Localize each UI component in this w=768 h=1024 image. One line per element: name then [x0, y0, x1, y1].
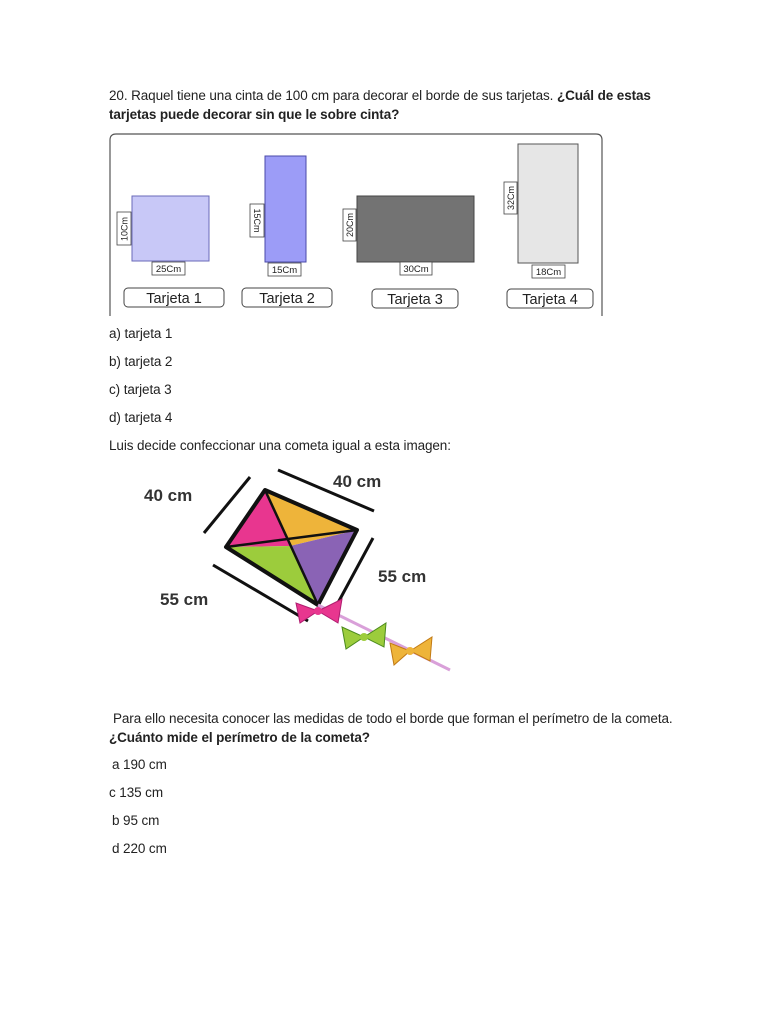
kite-figure: [128, 465, 458, 675]
option-kite-d[interactable]: d 220 cm: [112, 841, 167, 856]
kite-question-bold: ¿Cuánto mide el perímetro de la cometa?: [109, 730, 370, 745]
card-3-width-label: 30Cm: [403, 264, 429, 275]
option-20-d[interactable]: d) tarjeta 4: [109, 410, 173, 425]
card-3-name: Tarjeta 3: [387, 292, 443, 308]
kite-label-bottom-right: 55 cm: [378, 567, 427, 586]
card-2-width-label: 15Cm: [271, 265, 298, 276]
card-3-rect: [357, 196, 474, 262]
question-20-bold-2: tarjetas puede decorar sin que le sobre cinta?: [109, 107, 400, 122]
option-kite-a[interactable]: a 190 cm: [112, 757, 167, 772]
card-4-rect: [518, 144, 578, 263]
card-4-name: Tarjeta 4: [522, 292, 578, 308]
question-20-prefix: 20. Raquel tiene una cinta de 100 cm para decorar el borde de sus tarjetas.: [109, 88, 554, 103]
card-3-height-label: 20Cm: [345, 212, 355, 238]
cards-figure: [108, 132, 604, 316]
card-4-height-label: 32Cm: [506, 185, 516, 211]
card-1-width-label: 25Cm: [155, 264, 182, 275]
option-20-c[interactable]: c) tarjeta 3: [109, 382, 172, 397]
card-2-name: Tarjeta 2: [259, 291, 315, 307]
kite-bow-orange: [390, 637, 432, 665]
question-20-bold-1: ¿Cuál de estas: [556, 88, 651, 103]
card-1-rect: [132, 196, 209, 261]
kite-question-text: Para ello necesita conocer las medidas de todo el borde que forman el perímetro de la cometa.: [113, 711, 673, 726]
kite-label-bottom-left: 55 cm: [160, 590, 209, 609]
card-2-height-label: 15Cm: [252, 208, 262, 233]
card-2-rect: [265, 156, 306, 262]
card-4-width-label: 18Cm: [535, 267, 562, 278]
option-20-a[interactable]: a) tarjeta 1: [109, 326, 173, 341]
card-1-height-label: 10Cm: [119, 216, 130, 242]
question-20-text: [109, 88, 651, 103]
kite-intro: Luis decide confeccionar una cometa igual a esta imagen:: [109, 438, 451, 453]
option-kite-c[interactable]: c 135 cm: [109, 785, 163, 800]
option-kite-b[interactable]: b 95 cm: [112, 813, 160, 828]
kite-label-top-left: 40 cm: [144, 486, 193, 505]
option-20-b[interactable]: b) tarjeta 2: [109, 354, 173, 369]
kite-label-top-right: 40 cm: [333, 472, 382, 491]
card-1-name: Tarjeta 1: [146, 291, 202, 307]
